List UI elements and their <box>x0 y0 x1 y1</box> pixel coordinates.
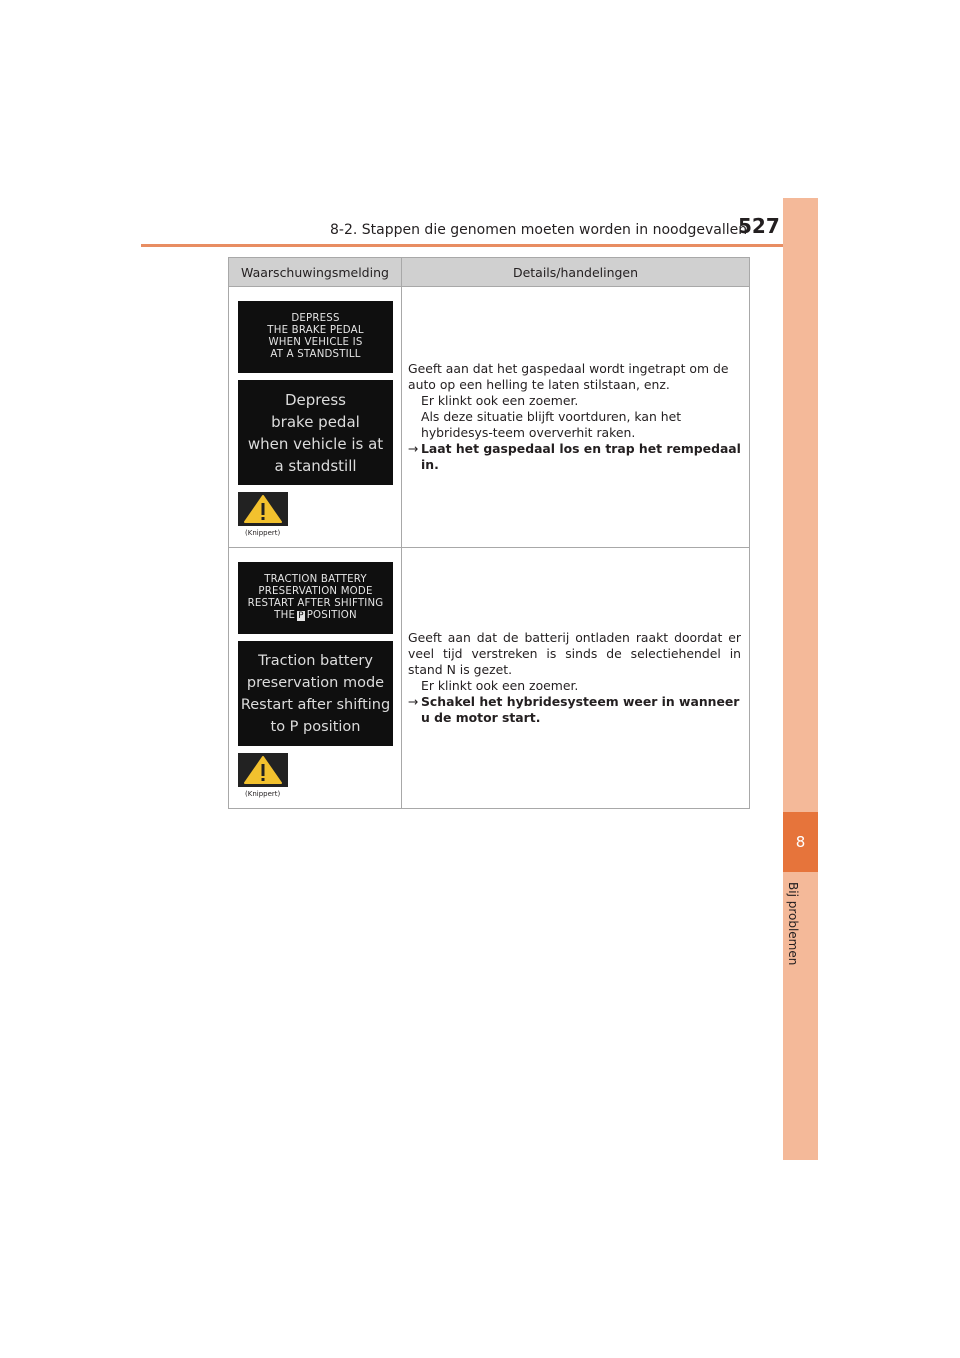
warning-media-cell <box>229 548 402 809</box>
warning-triangle-icon <box>238 492 288 526</box>
details-text <box>408 630 741 726</box>
warning-triangle-icon <box>238 753 288 787</box>
warning-screen-text <box>238 301 393 373</box>
warning-screen-graphic <box>238 380 393 485</box>
details-cell <box>402 548 750 809</box>
details-main: Geeft aan dat de batterij ontladen raakt doordat er veel tijd verstreken is sinds de selectiehendel in stand N is gezet. <box>408 630 741 677</box>
details-note: Er klinkt ook een zoemer. <box>421 393 579 408</box>
warning-screen-text <box>238 562 393 634</box>
warning-media-cell <box>229 287 402 548</box>
screen-line: RESTART AFTER SHIFTING <box>247 598 384 609</box>
section-title: 8-2. Stappen die genomen moeten worden in noodgevallen <box>330 222 748 238</box>
table-header-row <box>229 258 750 287</box>
screen-message: DEPRESS THE BRAKE PEDAL WHEN VEHICLE IS AT A STANDSTILL <box>267 313 364 360</box>
screen-line: PRESERVATION MODE <box>258 586 373 597</box>
park-position-icon: P <box>298 611 304 621</box>
blink-caption: (Knippert) <box>245 790 281 798</box>
table-row <box>229 548 750 809</box>
header-rule <box>141 244 818 247</box>
screen-line: TRACTION BATTERY <box>264 574 367 585</box>
arrow-icon: → <box>408 441 419 456</box>
chapter-label: Bij problemen <box>786 882 800 966</box>
screen-message: Depress brake pedal when vehicle is at a standstill <box>247 390 384 475</box>
screen-line <box>274 610 357 622</box>
table-row <box>229 287 750 548</box>
screen-message: Traction battery preservation mode Restart after shifting to P position <box>240 652 391 735</box>
arrow-icon: → <box>408 694 419 709</box>
details-note: Er klinkt ook een zoemer. <box>421 678 579 693</box>
screen-word: POSITION <box>306 610 357 621</box>
warning-screen-graphic <box>238 641 393 746</box>
blink-caption: (Knippert) <box>245 529 281 537</box>
screen-word: THE <box>274 610 296 621</box>
details-note: Als deze situatie blijft voortduren, kan het hybridesys-teem oververhit raken. <box>421 409 682 440</box>
details-action <box>408 441 741 473</box>
details-text <box>408 361 741 473</box>
column-header-warning: Waarschuwingsmelding <box>229 258 402 287</box>
page-number: 527 <box>738 214 780 238</box>
warning-table <box>228 257 750 809</box>
chapter-number: 8 <box>783 812 818 872</box>
details-cell <box>402 287 750 548</box>
column-header-details: Details/handelingen <box>402 258 750 287</box>
details-action <box>408 694 741 726</box>
action-text: Laat het gaspedaal los en trap het rempedaal in. <box>421 441 741 472</box>
action-text: Schakel het hybridesysteem weer in wanneer u de motor start. <box>421 694 740 725</box>
details-main: Geeft aan dat het gaspedaal wordt ingetrapt om de auto op een helling te laten stilstaan, enz. <box>408 361 729 392</box>
side-tab <box>783 198 818 1160</box>
